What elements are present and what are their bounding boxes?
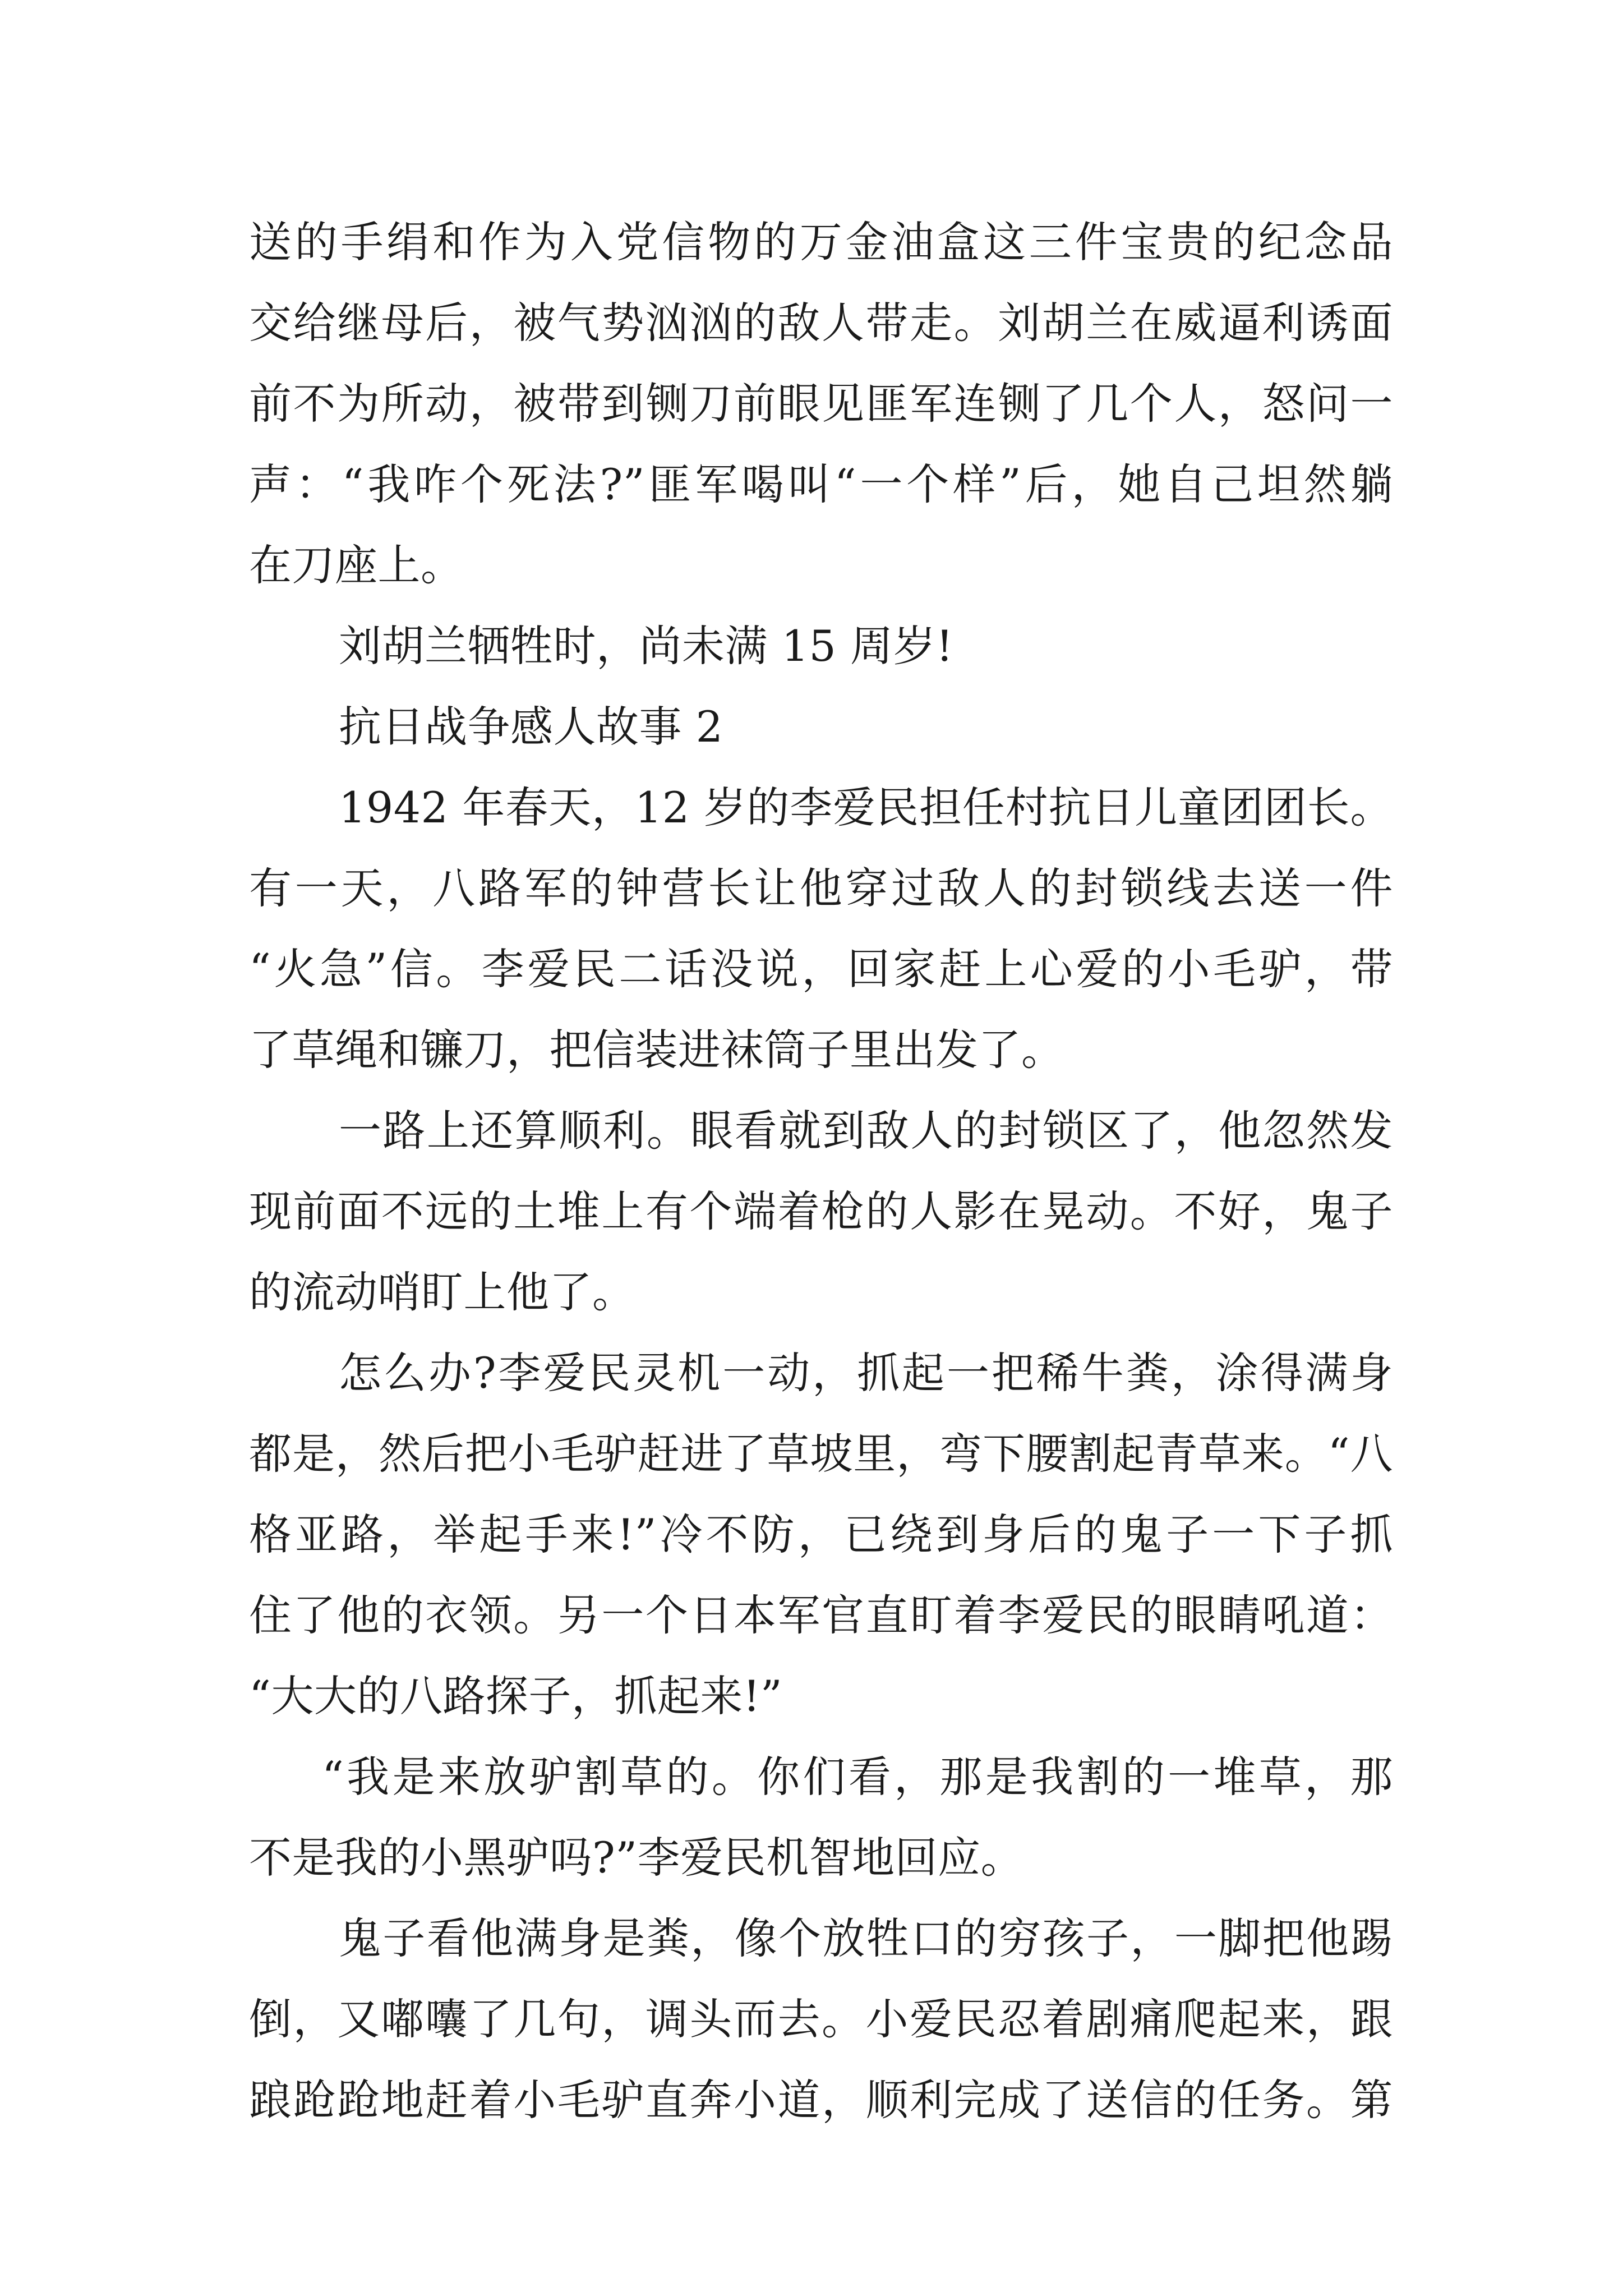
text-line: 鬼子看他满身是粪，像个放牲口的穷孩子，一脚把他踢 xyxy=(339,1913,1393,1963)
text-line: 前不为所动，被带到铡刀前眼见匪军连铡了几个人，怒问一 xyxy=(249,379,1393,429)
text-line: 的流动哨盯上他了。 xyxy=(249,1267,635,1317)
text-line: 1942 年春天，12 岁的李爱民担任村抗日儿童团团长。 xyxy=(339,783,1393,832)
text-line: 声：“我咋个死法?”匪军喝叫“一个样”后，她自己坦然躺 xyxy=(249,459,1393,509)
text-line: 一路上还算顺利。眼看就到敌人的封锁区了，他忽然发 xyxy=(339,1106,1393,1156)
text-line: 送的手绢和作为入党信物的万金油盒这三件宝贵的纪念品 xyxy=(249,217,1393,267)
text-line: “我是来放驴割草的。你们看，那是我割的一堆草，那 xyxy=(322,1752,1393,1802)
text-line: 都是，然后把小毛驴赶进了草坡里，弯下腰割起青草来。“八 xyxy=(249,1429,1393,1479)
text-line: 现前面不远的土堆上有个端着枪的人影在晃动。不好，鬼子 xyxy=(249,1186,1393,1236)
text-line: 不是我的小黑驴吗?”李爱民机智地回应。 xyxy=(249,1833,1024,1883)
text-line: 怎么办?李爱民灵机一动，抓起一把稀牛粪，涂得满身 xyxy=(339,1348,1393,1398)
text-line: 刘胡兰牺牲时，尚未满 15 周岁! xyxy=(339,621,954,671)
text-line: 格亚路，举起手来!”冷不防，已绕到身后的鬼子一下子抓 xyxy=(249,1510,1393,1559)
text-line: 交给继母后，被气势汹汹的敌人带走。刘胡兰在威逼利诱面 xyxy=(249,298,1393,348)
text-line: 踉跄跄地赶着小毛驴直奔小道，顺利完成了送信的任务。第 xyxy=(249,2075,1393,2125)
text-line: 在刀座上。 xyxy=(249,540,464,590)
text-line: 倒，又嘟囔了几句，调头而去。小爱民忍着剧痛爬起来，跟 xyxy=(249,1994,1393,2044)
text-line: “火急”信。李爱民二话没说，回家赶上心爱的小毛驴，带 xyxy=(249,944,1393,994)
body-text xyxy=(249,202,1393,2141)
text-line: “大大的八路探子，抓起来!” xyxy=(249,1671,783,1721)
text-line: 了草绳和镰刀，把信装进袜筒子里出发了。 xyxy=(249,1025,1064,1075)
text-line: 有一天，八路军的钟营长让他穿过敌人的封锁线去送一件 xyxy=(249,863,1393,913)
section-heading: 抗日战争感人故事 2 xyxy=(339,702,723,752)
text-line: 住了他的衣领。另一个日本军官直盯着李爱民的眼睛吼道： xyxy=(249,1590,1393,1640)
